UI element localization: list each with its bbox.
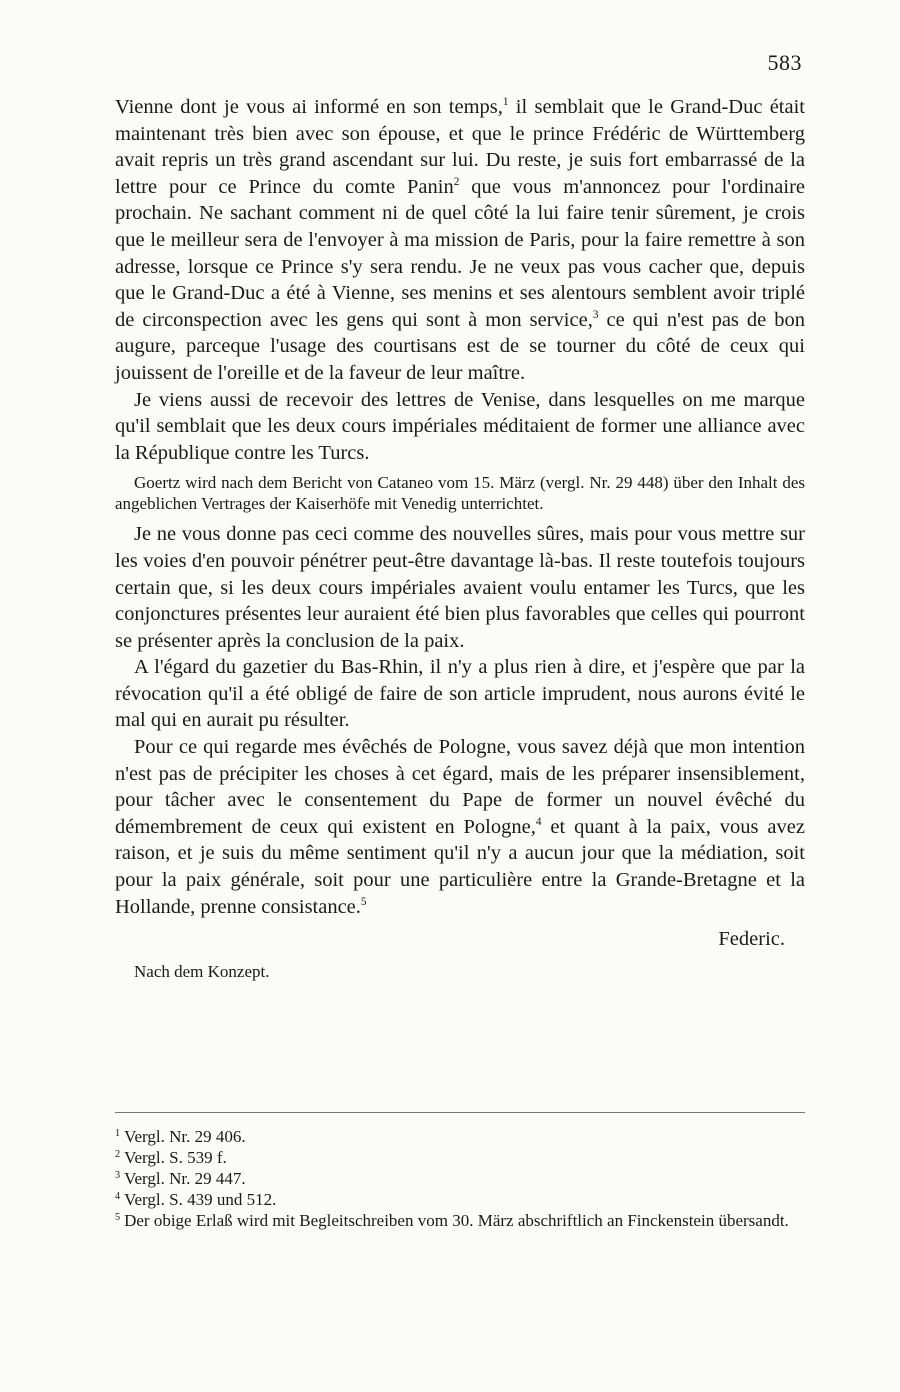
- footnote: $^5$ Der obige Erlaß wird mit Begleitschreiben vom 30. März abschriftlich an Finckenstein übersandt.: [115, 1211, 789, 1230]
- paragraph: Je viens aussi de recevoir des lettres de Venise, dans lesquelles on me marque qu'il semblait que les deux cours impériales méditaient de former une alliance avec la République contre les Turcs.: [115, 388, 805, 464]
- footnote-mark: 3: [115, 1170, 121, 1182]
- footnote-divider: [115, 1112, 805, 1113]
- footnote-ref: 3: [592, 308, 599, 321]
- letter-body: [115, 94, 805, 982]
- footnote: $^2$ Vergl. S. 539 f.: [115, 1148, 227, 1167]
- footnote-ref: 2: [453, 175, 460, 188]
- footnote: $^4$ Vergl. S. 439 und 512.: [115, 1190, 277, 1209]
- footnote: $^1$ Vergl. Nr. 29 406.: [115, 1127, 246, 1146]
- footnote-mark: 1: [115, 1128, 121, 1140]
- signature: Federic.: [718, 928, 785, 951]
- footnotes: [115, 1126, 805, 1231]
- paragraph: Pour ce qui regarde mes évêchés de Pologne, vous savez déjà que mon intention n'est pas de précipiter les choses à cet égard, mais de les préparer insensiblement, pour tâcher avec le consentement du Pape de former un nouvel évêché du démembrement de ceux qui existent en Pologne,$^4$ et quant à la paix, vous avez raison, et je suis du même sentiment qu'il n'y a aucun jour que la médiation, soit pour la paix générale, soit pour une particulière entre la Grande-Bretagne et la Hollande, prenne consistance.$^5$: [115, 736, 805, 918]
- editorial-note: Goertz wird nach dem Bericht von Cataneo vom 15. März (vergl. Nr. 29 448) über den Inhalt des angeblichen Vertrages der Kaiserhöfe mit Venedig unterrichtet.: [115, 473, 805, 514]
- paragraph: Je ne vous donne pas ceci comme des nouvelles sûres, mais pour vous mettre sur les voies d'en pouvoir pénétrer peut-être davantage là-bas. Il reste toutefois toujours certain que, si les deux cours impériales avaient voulu entamer les Turcs, que les conjonctures présentes leur auraient été bien plus favorables que celles qui pourront se présenter après la conclusion de la paix.: [115, 523, 805, 652]
- footnote-mark: 4: [115, 1191, 121, 1203]
- paragraph: A l'égard du gazetier du Bas-Rhin, il n'y a plus rien à dire, et j'espère que par la révocation qu'il a été obligé de faire de son article imprudent, nous aurons évité le mal qui en aurait pu résulter.: [115, 656, 805, 732]
- footnote: $^3$ Vergl. Nr. 29 447.: [115, 1169, 246, 1188]
- footnote-ref: 4: [535, 815, 542, 828]
- paragraph: Vienne dont je vous ai informé en son temps,$^1$ il semblait que le Grand-Duc était maintenant très bien avec son épouse, et que le prince Frédéric de Württemberg avait repris un très grand ascendant sur lui. Du reste, je suis fort embarrassé de la lettre pour ce Prince du comte Panin$^2$ que vous m'annoncez pour l'ordinaire prochain. Ne sachant comment ni de quel côté la lui faire tenir sûrement, je crois que le meilleur sera de l'envoyer à ma mission de Paris, pour la faire remettre à son adresse, lorsque ce Prince s'y sera rendu. Je ne veux pas vous cacher que, depuis que le Grand-Duc a été à Vienne, ses menins et ses alentours semblent avoir triplé de circonspection avec les gens qui sont à mon service,$^3$ ce qui n'est pas de bon augure, parceque l'usage des courtisans est de se tourner du côté de ceux qui jouissent de l'oreille et de la faveur de leur maître.: [115, 96, 805, 384]
- source-note: Nach dem Konzept.: [134, 961, 270, 981]
- footnote-mark: 2: [115, 1149, 121, 1161]
- footnote-mark: 5: [115, 1212, 121, 1224]
- footnote-ref: 1: [502, 96, 509, 109]
- page-number: 583: [767, 50, 802, 75]
- footnote-ref: 5: [360, 895, 367, 908]
